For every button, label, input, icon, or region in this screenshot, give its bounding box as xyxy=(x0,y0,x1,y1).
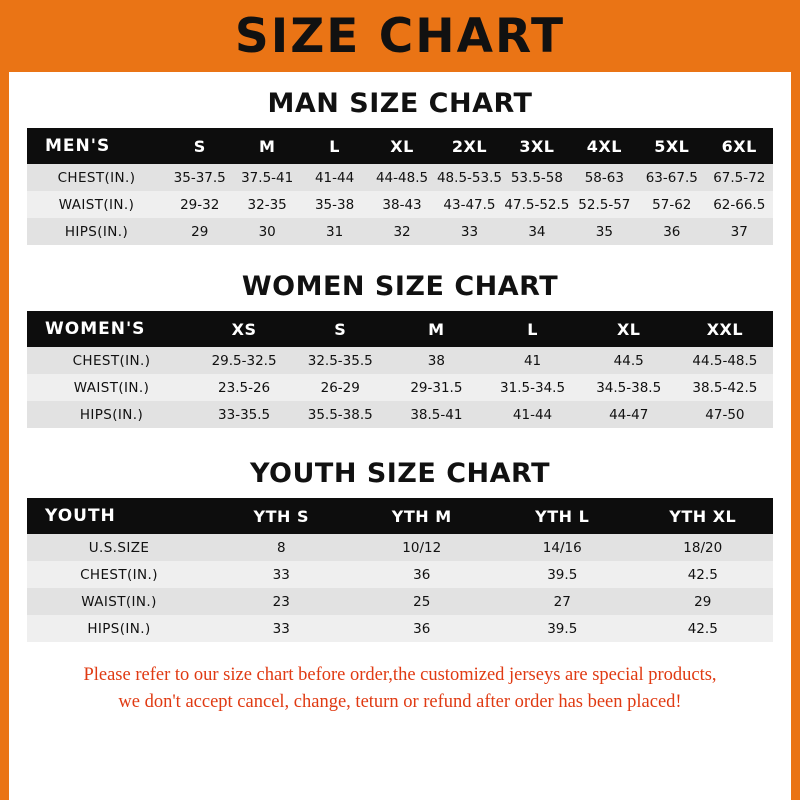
cell: 53.5-58 xyxy=(503,164,570,191)
header-band xyxy=(9,0,791,72)
cell: 32.5-35.5 xyxy=(292,347,388,374)
column-header: 4XL xyxy=(571,128,638,164)
cell: 30 xyxy=(233,218,300,245)
footer-note-line-2: we don't accept cancel, change, teturn or refund after order has been placed! xyxy=(118,691,682,712)
cell: 23 xyxy=(211,588,352,615)
column-header: S xyxy=(166,128,233,164)
cell: 37.5-41 xyxy=(233,164,300,191)
cell: 67.5-72 xyxy=(706,164,774,191)
cell: 35 xyxy=(571,218,638,245)
cell: 29.5-32.5 xyxy=(196,347,292,374)
cell: 57-62 xyxy=(638,191,705,218)
cell: 43-47.5 xyxy=(436,191,503,218)
row-label: WAIST(IN.) xyxy=(27,588,211,615)
column-header: M xyxy=(388,311,484,347)
row-label: WAIST(IN.) xyxy=(27,374,196,401)
section-title-man: MAN SIZE CHART xyxy=(267,88,533,119)
cell: 29 xyxy=(633,588,774,615)
column-header: 3XL xyxy=(503,128,570,164)
footer-note-line-1: Please refer to our size chart before order,the customized jerseys are special products, xyxy=(83,665,717,685)
table-row xyxy=(27,374,773,401)
column-header: L xyxy=(301,128,368,164)
row-label: CHEST(IN.) xyxy=(27,347,196,374)
table-header-row xyxy=(27,498,773,534)
column-header: YTH L xyxy=(492,498,633,534)
table-row xyxy=(27,191,773,218)
cell: 63-67.5 xyxy=(638,164,705,191)
cell: 44.5-48.5 xyxy=(677,347,773,374)
section-title-youth: YOUTH SIZE CHART xyxy=(249,458,551,489)
cell: 36 xyxy=(352,561,493,588)
column-header: S xyxy=(292,311,388,347)
column-header: YOUTH xyxy=(27,498,211,534)
cell: 33 xyxy=(436,218,503,245)
cell: 35-38 xyxy=(301,191,368,218)
cell: 42.5 xyxy=(633,561,774,588)
footer-note xyxy=(22,662,778,716)
cell: 42.5 xyxy=(633,615,774,642)
table-row xyxy=(27,615,773,642)
cell: 37 xyxy=(706,218,774,245)
cell: 39.5 xyxy=(492,561,633,588)
cell: 47.5-52.5 xyxy=(503,191,570,218)
women-size-table xyxy=(27,311,773,428)
cell: 23.5-26 xyxy=(196,374,292,401)
cell: 47-50 xyxy=(677,401,773,428)
cell: 25 xyxy=(352,588,493,615)
content-area xyxy=(9,88,791,716)
column-header: YTH XL xyxy=(633,498,774,534)
row-label: U.S.SIZE xyxy=(27,534,211,561)
table-row xyxy=(27,164,773,191)
cell: 32 xyxy=(368,218,435,245)
column-header: L xyxy=(484,311,580,347)
cell: 34.5-38.5 xyxy=(581,374,677,401)
column-header: 2XL xyxy=(436,128,503,164)
cell: 29-31.5 xyxy=(388,374,484,401)
row-label: CHEST(IN.) xyxy=(27,164,166,191)
table-row xyxy=(27,534,773,561)
cell: 41-44 xyxy=(484,401,580,428)
column-header: YTH S xyxy=(211,498,352,534)
cell: 33 xyxy=(211,615,352,642)
cell: 31.5-34.5 xyxy=(484,374,580,401)
cell: 33 xyxy=(211,561,352,588)
cell: 48.5-53.5 xyxy=(436,164,503,191)
row-label: HIPS(IN.) xyxy=(27,218,166,245)
cell: 35-37.5 xyxy=(166,164,233,191)
cell: 26-29 xyxy=(292,374,388,401)
cell: 41-44 xyxy=(301,164,368,191)
cell: 38.5-42.5 xyxy=(677,374,773,401)
cell: 35.5-38.5 xyxy=(292,401,388,428)
cell: 18/20 xyxy=(633,534,774,561)
cell: 44-48.5 xyxy=(368,164,435,191)
cell: 29-32 xyxy=(166,191,233,218)
table-row xyxy=(27,401,773,428)
cell: 36 xyxy=(352,615,493,642)
row-label: CHEST(IN.) xyxy=(27,561,211,588)
cell: 41 xyxy=(484,347,580,374)
cell: 44-47 xyxy=(581,401,677,428)
cell: 58-63 xyxy=(571,164,638,191)
cell: 27 xyxy=(492,588,633,615)
cell: 44.5 xyxy=(581,347,677,374)
table-row xyxy=(27,218,773,245)
cell: 33-35.5 xyxy=(196,401,292,428)
table-header-row xyxy=(27,128,773,164)
youth-size-table xyxy=(27,498,773,642)
column-header: XS xyxy=(196,311,292,347)
man-size-table xyxy=(27,128,773,245)
cell: 38 xyxy=(388,347,484,374)
row-label: HIPS(IN.) xyxy=(27,401,196,428)
cell: 38-43 xyxy=(368,191,435,218)
cell: 31 xyxy=(301,218,368,245)
column-header: WOMEN'S xyxy=(27,311,196,347)
cell: 10/12 xyxy=(352,534,493,561)
table-header-row xyxy=(27,311,773,347)
cell: 29 xyxy=(166,218,233,245)
table-row xyxy=(27,561,773,588)
cell: 38.5-41 xyxy=(388,401,484,428)
column-header: XL xyxy=(368,128,435,164)
cell: 36 xyxy=(638,218,705,245)
cell: 52.5-57 xyxy=(571,191,638,218)
table-row xyxy=(27,588,773,615)
table-row xyxy=(27,347,773,374)
column-header: XXL xyxy=(677,311,773,347)
cell: 8 xyxy=(211,534,352,561)
column-header: MEN'S xyxy=(27,128,166,164)
cell: 39.5 xyxy=(492,615,633,642)
column-header: 6XL xyxy=(706,128,774,164)
cell: 14/16 xyxy=(492,534,633,561)
column-header: YTH M xyxy=(352,498,493,534)
row-label: WAIST(IN.) xyxy=(27,191,166,218)
column-header: 5XL xyxy=(638,128,705,164)
cell: 62-66.5 xyxy=(706,191,774,218)
column-header: XL xyxy=(581,311,677,347)
cell: 34 xyxy=(503,218,570,245)
row-label: HIPS(IN.) xyxy=(27,615,211,642)
page-title: SIZE CHART xyxy=(234,8,566,64)
cell: 32-35 xyxy=(233,191,300,218)
section-title-women: WOMEN SIZE CHART xyxy=(241,271,559,302)
column-header: M xyxy=(233,128,300,164)
